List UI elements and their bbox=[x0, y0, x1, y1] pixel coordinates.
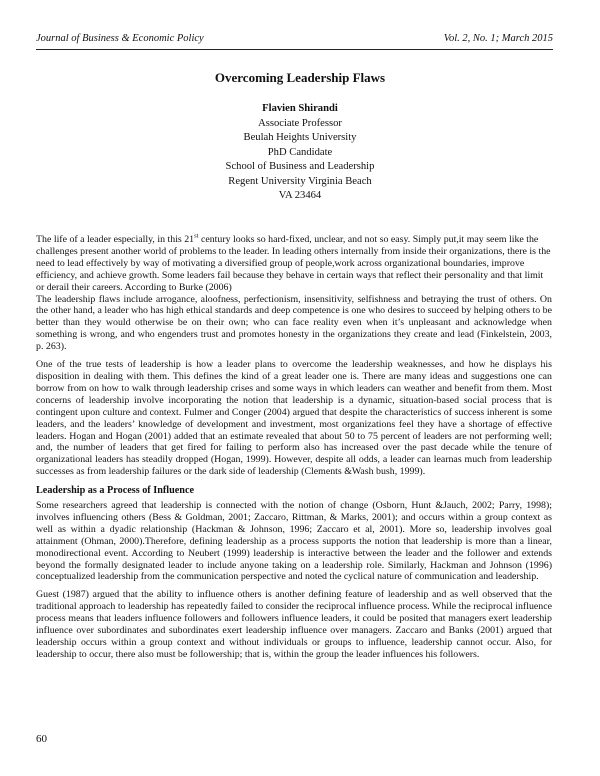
author-affiliation-line: Beulah Heights University bbox=[243, 132, 357, 143]
author-affiliation-line: School of Business and Leadership bbox=[225, 161, 375, 172]
author-affiliation-line: VA 23464 bbox=[278, 190, 322, 201]
paragraph-flaws: The leadership flaws include arrogance, aloofness, perfectionism, insensitivity, selfishness and betraying the trust of others. On the other hand, a leader who has high ethical standards and deep competence is one who desires to succeed by helping others to be better than they would otherwise be on their own; who can face reality even when it’s unpleasant and acknowledge when something is wrong, and who engenders trust and promotes honesty in the organizations they create and lead (Finkelstein, 2003, p. 263). bbox=[36, 293, 552, 353]
author-affiliation-line: Regent University Virginia Beach bbox=[228, 175, 372, 187]
volume-info: Vol. 2, No. 1; March 2015 bbox=[443, 33, 553, 44]
paragraph-tests: One of the true tests of leadership is how a leader plans to overcome the leadership weaknesses, and how he displays his disposition in dealing with them. This defines the kind of a great leader one is. There are many ideas and suggestions one can borrow from on how to walk through leadership crises and some ways in which leaders can weather and benefit from them. Most concerns of leadership involve incorporating the notion that leadership is a dynamic, situation-based social process that is contingent upon culture and context. Fulmer and Conger (2004) argued that despite the characteristics of success inherent is some leaders, and the leaders’ knowledge of development and investment, most organizations feel they have a shortage of effective leaders. Hogan and Hogan (2001) added that an estimate revealed that about 50 to 75 percent of leaders are not performing well; and, the number of leaders that get fired for failing to perform also has increased over the past decade while the tenure of organizational leaders has steadily dropped (Hogan, 1999). However, despite all odds, a leader can learnas much from leadership successes as from leadership failures or the dark side of leadership (Clements &Wash bush, 1999). bbox=[36, 359, 552, 478]
journal-name: Journal of Business & Economic Policy bbox=[36, 33, 204, 44]
author-affiliation-line: PhD Candidate bbox=[267, 146, 333, 158]
paragraph-intro bbox=[36, 234, 552, 294]
author-block bbox=[0, 102, 600, 204]
section-heading: Leadership as a Process of Influence bbox=[36, 485, 194, 497]
intro-text-start: The life of a leader especially, in this 21 bbox=[36, 234, 195, 245]
author-affiliation-line: Associate Professor bbox=[258, 117, 342, 129]
intro-text-end: century looks so hard-fixed, unclear, and not so easy. Simply put,it may seem like the challenges present another world of problems to the leader. In leading others internally from inside their organizations, there is the need to lead effectively by way of motivating a diversified group of people,work across organizational boundaries, improve efficiency, and achieve growth. Some leaders fail because they behave in certain ways that reflect their personality and that limit or derail their careers. According to Burke (2006) bbox=[36, 234, 551, 293]
running-header bbox=[36, 33, 553, 50]
page-number: 60 bbox=[36, 733, 47, 745]
paragraph-guest: Guest (1987) argued that the ability to influence others is another defining feature of leadership and as well observed that the traditional approach to leadership has repeatedly failed to consider the reciprocal influence process. While the reciprocal influence process means that leaders influence followers and followers influence leaders, it could be posited that managers exert leadership influence over subordinates and subordinates exert leadership influence over managers. Zaccaro and Banks (2001) argued that leadership occurs within a group context and without individuals or groups to influence, leadership cannot occur. Also, for leadership to occur, there also must be followership; that is, within the group the leader influences his followers. bbox=[36, 589, 552, 660]
superscript: st bbox=[194, 232, 199, 240]
body-text bbox=[36, 234, 552, 661]
paper-title: Overcoming Leadership Flaws bbox=[214, 70, 386, 85]
author-name: Flavien Shirandi bbox=[262, 103, 338, 114]
paragraph-influence: Some researchers agreed that leadership is connected with the notion of change (Osborn, Hunt &Jauch, 2002; Parry, 1998); involves influencing others (Bess & Goldman, 2001; Zaccaro, Rittman, & Marks, 2001); and occurs within a group context as well as within a dyadic relationship (Hackman & Johnson, 1996; Zaccaro et al, 2001). More so, leadership involves goal attainment (Ohman, 2000).Therefore, defining leadership as a process supports the notion that leadership is more than a linear, monodirectional event. According to Neubert (1999) leadership is interactive between the leader and the follower and extends beyond the formally designated leader to include anyone taking on a leadership role. Similarly, Hackman and Johnson (1996) conceptualized leadership from the communication perspective and noted the cyclical nature of communication and leadership. bbox=[36, 500, 552, 583]
